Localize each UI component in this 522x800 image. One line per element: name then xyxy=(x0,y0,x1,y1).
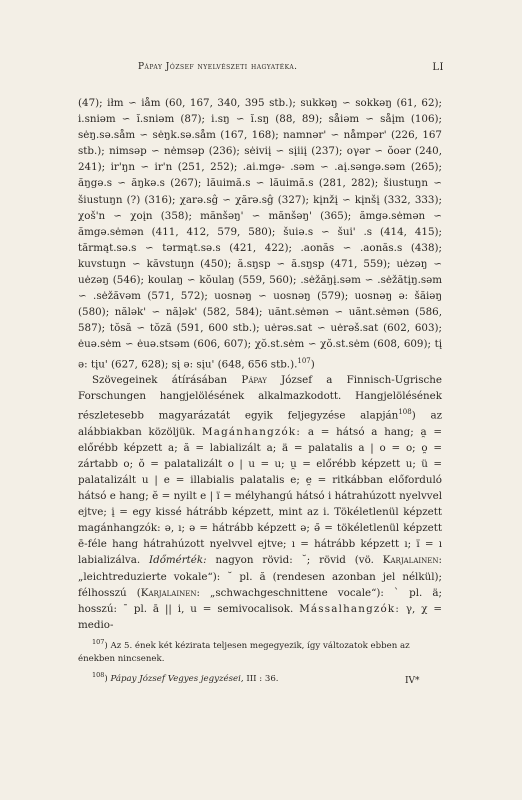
text-line: såįm (106); sėŋ.sə.såm ∽ sėŋk.sə.såm (167, 168); namnər' ∽ xyxy=(78,113,442,142)
footnote: $^{107}$) Az 5. ének két kézirata teljesen megegyezik, így változatok ebben az énekben nincsenek. xyxy=(78,638,410,664)
section-heading: Magánhangzók: xyxy=(202,425,302,438)
text-line: (559, 560); .sėžăŋį.səm ∽ .sėžătįŋ.səm ∽ .sėžăvəm (571, 572); xyxy=(78,274,442,303)
header-title: Pápay József nyelvészeti hagyatéka. xyxy=(138,62,298,72)
paragraph-text: a = hátsó a hang; a̯ = előrébb képzett a; ă = labializált a; ä = palatalis a | o = o; o̯ = zártabb o; ŏ = palatalizált o | u = u; u̯ = előrébb képzett u; ü = palatalizált u | e = illabialis palatalis e; e̯ = ritkábban előforduló hátsó e hang; ĕ = nyilt e | ï = mélyhangú hátsó i hátrahúzott nyelvvel ejtve; į = egy kissé hátrább képzett, mint az i. Tökéletlenül képzett magánhangzók: ə, ı; ə = hátrább képzett ə; ǝ̄ = tökéletlenül képzett ē-féle hang hátrahúzott nyelvvel ejtve; ı = hátrább képzett ı; ı̈ = ı labializálva. xyxy=(78,425,442,567)
paragraph-text: Szövegeinek átírásában xyxy=(92,374,228,387)
main-text xyxy=(78,95,442,633)
paragraph-text: nagyon rövid: ˘; rövid (vö. xyxy=(215,554,374,567)
text-line: (421, 422); .aonăs ∽ .aonăs.s (438); kuvstuŋn ∽ kăvstuŋn (450); xyxy=(78,241,442,270)
text-line: (237); oγər ∽ ŏoər (240, 241); ir'ŋn ∽ ir'n (251, 252); .ai.mgə- xyxy=(78,145,443,174)
footnote: $^{108}$) Pápay József Vegyes jegyzései, III : 36. xyxy=(92,670,279,684)
text-line: .səm ∽ .aį.səngə.səm (265); ăŋgə.s ∽ ăŋkə.s (267); lăuimă.s ∽ xyxy=(78,161,442,190)
text-line: (591, 600 stb.); uėrəs.sat ∽ uėrəš.sat (602, 603); ėuə.sėm ∽ xyxy=(78,322,442,351)
text-line: ėuə.stsəm (606, 607); χŏ.st.sėm ∽ χŏ.st.sėm (608, 609); tį ə: tįu' xyxy=(78,338,442,370)
signature-mark: IV* xyxy=(405,676,420,686)
text-line: nåmpər' (226, 167 stb.); nimsəp ∽ nėmsəp (236); sėiviį ∽ sįiiį xyxy=(78,129,442,158)
author-name: Karjalainen xyxy=(382,554,439,567)
text-line: 579, 580); šuiə.s ∽ šui' .s (414, 415); tărmąt.sə.s ∽ tərmąt.sə.s xyxy=(78,225,442,254)
footnote-ref: 108 xyxy=(398,408,412,417)
author-name: Karjalainen xyxy=(140,586,197,599)
text-line: χărə.sĝ (327); kįnžį ∽ kįnšį (332, 333); χoš'n ∽ χoįn (358); xyxy=(78,193,442,222)
text-line: ă.sŋsp ∽ ă.sŋsp (471, 559); uėzəŋ ∽ uėzəŋ (546); koulaŋ ∽ kŏulaŋ xyxy=(78,257,443,287)
text-line: (627, 628); sį ə: sįu' (648, 656 stb.). xyxy=(111,357,298,370)
paragraph-text: József a Finnisch-Ugrische Forschungen hangjelölésének alkalmazkodott. Hangjelölésének részletesebb magyarázatát egyik feljegyzése alapján xyxy=(78,374,442,422)
paragraph-text: : „schwachgeschnittene vocale“): ` pl. ä; hosszú: ¯ pl. ā || i, u = semivocalisok. xyxy=(78,586,442,615)
text-line: (61, 62); i.sniəm ∽ ĭ.sniəm (87); i.sŋ ∽ ĭ.sŋ (88, 89); såiəm ∽ xyxy=(78,97,442,126)
running-header xyxy=(78,62,444,76)
footnotes xyxy=(78,636,442,689)
text-line: mănšəŋ' ∽ mănšəŋ' (365); ămgə.sėmən ∽ ămgə.sėmən (411, 412, xyxy=(78,209,442,238)
paragraph-text: : „leichtreduzierte vokale“): ˘ pl. ă (rendesen azonban jel nélkül); félhosszú ( xyxy=(78,554,442,599)
paragraph-text: γ, χ = medio- xyxy=(78,602,442,631)
section-heading: Mássalhangzók: xyxy=(299,602,400,615)
paragraph-text: ) az alábbiakban közöljük. xyxy=(78,409,443,438)
footnote-ref: 107 xyxy=(297,356,311,365)
text-line: (582, 584); uănt.sėmən ∽ uănt.sėmən (586, 587); tŏsă ∽ tŏză xyxy=(78,306,442,335)
variant-list: (47); iłm ∽ iåm (60, 167, 340, 395 stb.); sukkəŋ ∽ sokkəŋ (61, 62); i.sniəm ∽ ĭ.sniəm (87); i.sŋ ∽ ĭ.sŋ (88, 89); såiəm ∽ såįm (106); sėŋ.sə.såm ∽ sėŋk.sə.såm (167, 168); namnər' ∽ nåmpər' (226, 167 stb.); nimsəp ∽ nėmsəp (236); sėiviį ∽ sįiiį (237); oγər ∽ ŏoər (240, 241); ir'ŋn ∽ ir'n (251, 252); .ai.mgə- .səm ∽ .aį.səngə.səm (265); ăŋgə.s ∽ ăŋkə.s (267); lăuimă.s ∽ lăuimă.s (281, 282); šiustuŋn ∽ šiustuŋn (?) (316); χarə.sĝ ∽ χărə.sĝ (327); kįnžį ∽ kįnšį (332, 333); χoš'n ∽ χoįn (358); mănšəŋ' ∽ mănšəŋ' (365); ămgə.sėmən ∽ ămgə.sėmən (411, 412, 579, 580); šuiə.s ∽ šui' .s (414, 415); tărmąt.sə.s ∽ tərmąt.sə.s (421, 422); .aonăs ∽ .aonăs.s (438); kuvstuŋn ∽ kăvstuŋn (450); ă.sŋsp ∽ ă.sŋsp (471, 559); uėzəŋ ∽ uėzəŋ (546); koulaŋ ∽ kŏulaŋ (559, 560); .sėžăŋį.səm ∽ .sėžătįŋ.səm ∽ .sėžăvəm (571, 572); uosnəŋ ∽ uosnəŋ (579); uosnəŋ ə: šăiəŋ (580); nălək' ∽ năļək' (582, 584); uănt.sėmən ∽ uănt.sėmən (586, 587); tŏsă ∽ tŏză (591, 600 stb.); uėrəs.sat ∽ uėrəš.sat (602, 603); ėuə.sėm ∽ ėuə.stsəm (606, 607); χŏ.st.sėm ∽ χŏ.st.sėm (608, 609); tį ə: tįu' (627, 628); sį ə: sįu' (648, 656 stb.).$^{107}$) xyxy=(78,97,443,370)
page-number: LI xyxy=(432,62,444,73)
section-heading: Időmérték: xyxy=(149,554,207,567)
author-name: Pápay xyxy=(241,374,267,387)
text-line: (47); iłm ∽ iåm (60, 167, 340, 395 stb.); sukkəŋ ∽ sokkəŋ xyxy=(78,97,392,109)
text-line: lăuimă.s (281, 282); šiustuŋn ∽ šiustuŋn (?) (316); χarə.sĝ ∽ xyxy=(78,177,442,206)
transcription-paragraph xyxy=(78,372,442,633)
text-line: uosnəŋ ∽ uosnəŋ (579); uosnəŋ ə: šăiəŋ (580); nălək' ∽ năļək' xyxy=(78,290,442,319)
